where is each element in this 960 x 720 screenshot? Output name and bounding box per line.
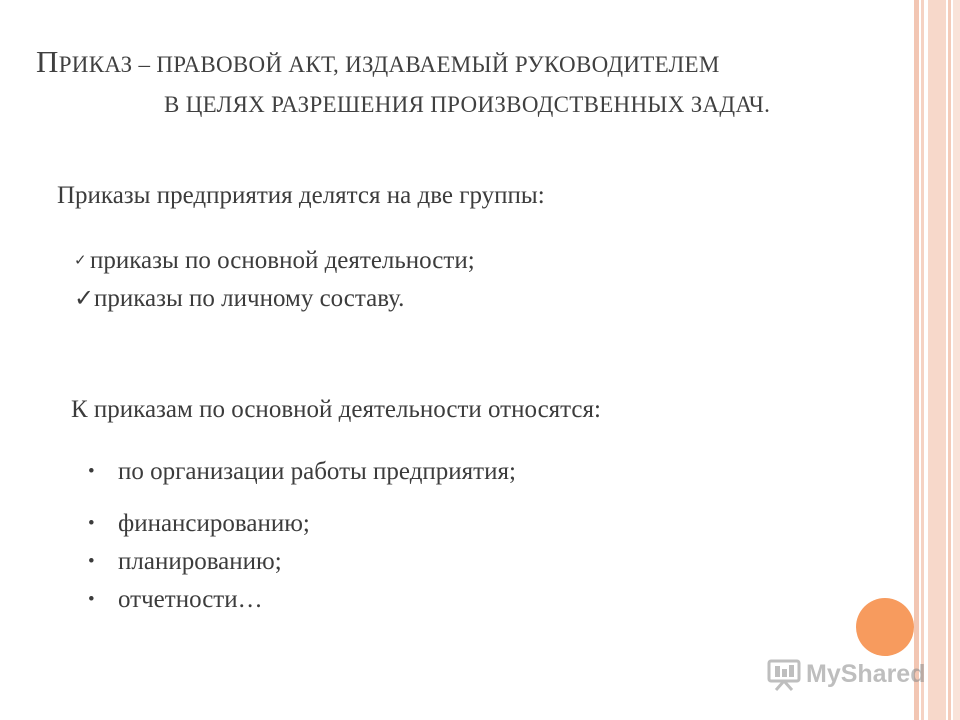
bullet-item-text: отчетности…	[118, 586, 263, 613]
bullet-item-text: планированию;	[118, 548, 282, 575]
bullet-item-text: финансированию;	[118, 510, 310, 537]
stripe	[921, 0, 924, 720]
bullet-dot-icon: •	[88, 551, 95, 572]
stripe	[953, 0, 960, 720]
title-first-word-rest: РИКАЗ	[58, 52, 133, 77]
accent-circle	[856, 598, 914, 656]
title-initial-letter: П	[36, 44, 59, 79]
bullet-dot-icon: •	[88, 461, 95, 482]
bullet-list-item	[88, 581, 516, 619]
check-mark-icon: ✓	[74, 253, 87, 269]
bullet-list	[88, 453, 516, 619]
bullet-list-item	[88, 505, 516, 543]
title-line1-rest: – ПРАВОВОЙ АКТ, ИЗДАВАЕМЫЙ РУКОВОДИТЕЛЕМ	[132, 52, 720, 77]
bullet-list-item	[88, 453, 516, 505]
decorative-side-stripes	[914, 0, 960, 720]
bullet-list-item	[88, 543, 516, 581]
watermark-text: MyShared	[806, 659, 926, 688]
check-list-item	[74, 243, 475, 281]
title-line2: В ЦЕЛЯХ РАЗРЕШЕНИЯ ПРОИЗВОДСТВЕННЫХ ЗАДАЧ.	[164, 92, 771, 117]
intro-text: Приказы предприятия делятся на две группы:	[57, 182, 545, 209]
watermark-logo	[766, 653, 925, 695]
presentation-board-icon	[766, 656, 802, 692]
bullet-item-text: по организации работы предприятия;	[118, 458, 516, 485]
bullet-dot-icon: •	[88, 513, 95, 534]
check-item-text: приказы по личному составу.	[94, 285, 405, 312]
check-item-text: приказы по основной деятельности;	[90, 247, 475, 274]
check-mark-icon: ✓	[74, 286, 95, 312]
stripe	[948, 0, 951, 720]
check-list-item	[74, 281, 475, 319]
check-list	[74, 243, 475, 319]
section-heading: К приказам по основной деятельности относятся:	[71, 396, 601, 423]
stripe	[928, 0, 946, 720]
bullet-dot-icon: •	[88, 589, 95, 610]
slide-title	[36, 42, 916, 125]
